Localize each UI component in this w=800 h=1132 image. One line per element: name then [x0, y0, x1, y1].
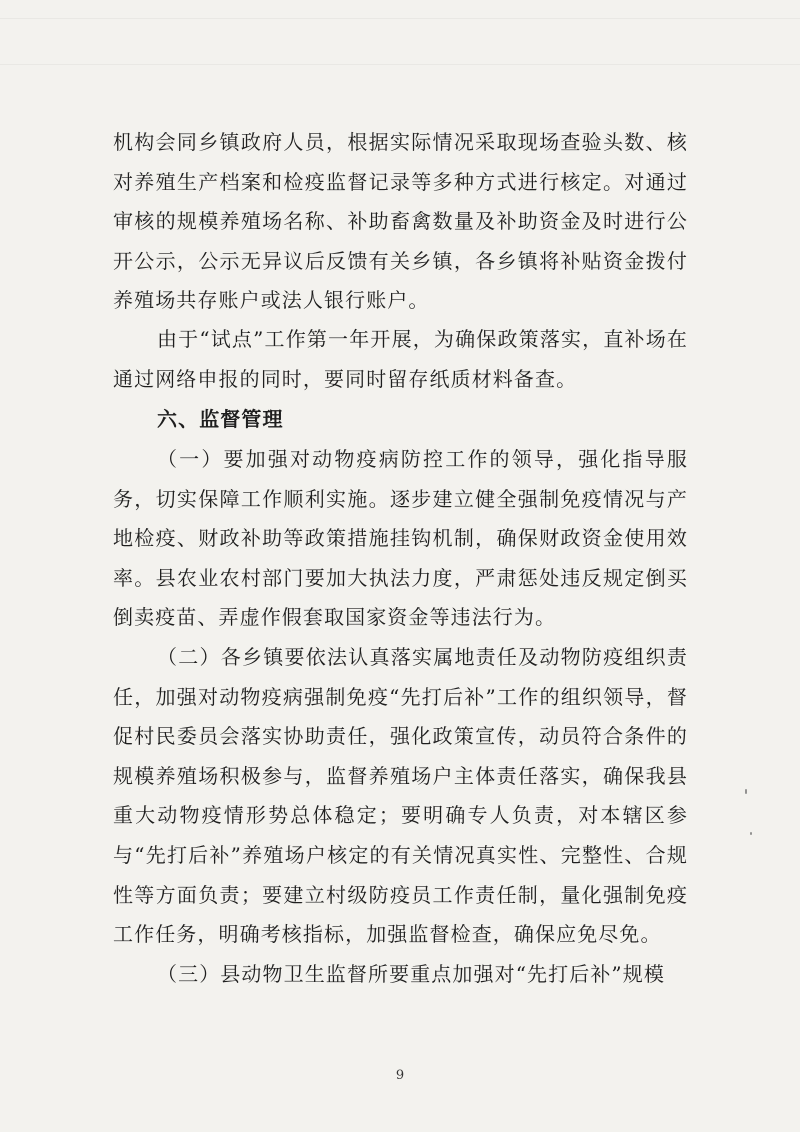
scan-speck: [745, 789, 747, 794]
paragraph-item-three: （三）县动物卫生监督所要重点加强对“先打后补”规模: [157, 962, 665, 986]
scan-speck: [750, 832, 752, 835]
paragraph-item-two: （二）各乡镇要依法认真落实属地责任及动物防疫组织责任，加强对动物疫病强制免疫“先打后补”工作的组织领导，督促村民委员会落实协助责任，强化政策宣传，动员符合条件的规模养殖场积极参与，监督养殖场户主体责任落实，确保我县重大动物疫情形势总体稳定；要明确专人负责，对本辖区参与“先打后补”养殖场户核定的有关情况真实性、完整性、合规性等方面负责；要建立村级防疫员工作责任制，量化强制免疫工作任务，明确考核指标，加强监督检查，确保应免尽免。: [113, 645, 688, 947]
scan-artifact-line: [0, 18, 800, 19]
paragraph-item-one: （一）要加强对动物疫病防控工作的领导，强化指导服务，切实保障工作顺利实施。逐步建立健全强制免疫情况与产地检疫、财政补助等政策措施挂钩机制，确保财政资金使用效率。县农业农村部门要加大执法力度，严肃惩处违反规定倒买倒卖疫苗、弄虚作假套取国家资金等违法行为。: [113, 447, 688, 630]
page-number: 9: [395, 1068, 405, 1083]
paragraph-continuation: 机构会同乡镇政府人员，根据实际情况采取现场查验头数、核对养殖生产档案和检疫监督记录等多种方式进行核定。对通过审核的规模养殖场名称、补助畜禽数量及补助资金及时进行公开公示，公示无异议后反馈有关乡镇，各乡镇将补贴资金拨付养殖场共存账户或法人银行账户。: [113, 130, 688, 313]
section-heading-supervision: 六、监督管理: [157, 407, 284, 431]
scan-artifact-line: [0, 64, 800, 65]
paragraph-pilot-note: 由于“试点”工作第一年开展，为确保政策落实，直补场在通过网络申报的同时，要同时留存纸质材料备查。: [113, 327, 688, 391]
